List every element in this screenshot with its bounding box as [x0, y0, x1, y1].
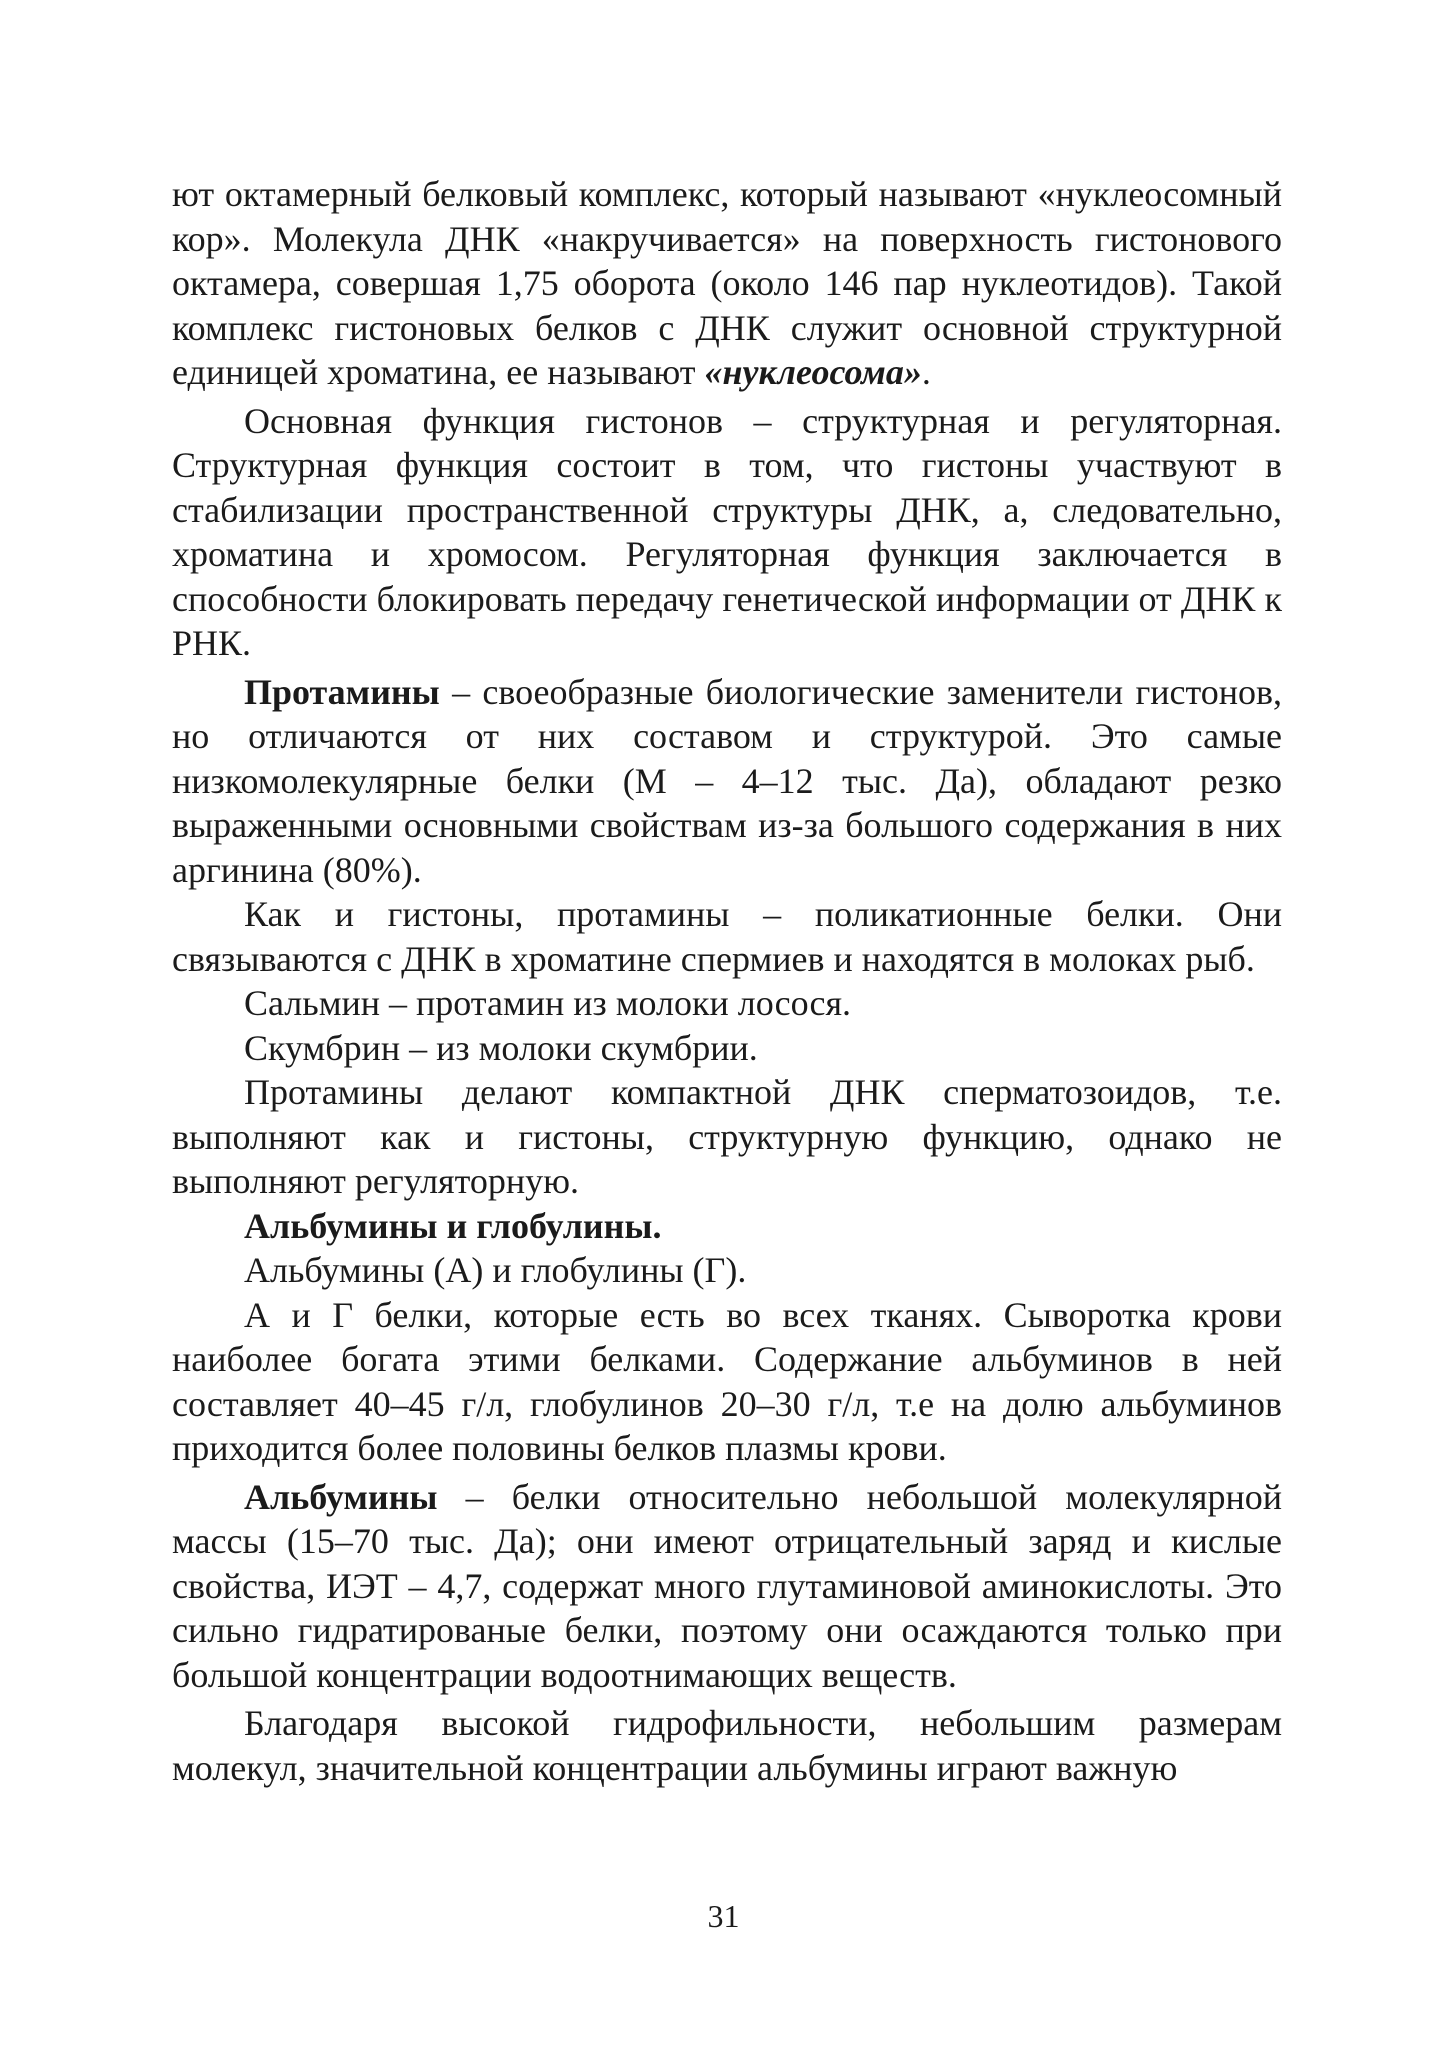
text-run: – белки относительно небольшой молекулярной массы (15–70 тыс. Да); они имеют отрицательный заряд и кислые свойства, ИЭТ – 4,7, содержат много глутаминовой аминокислоты. Это сильно гидратированые белки, поэтому они осаждаются только при большой концентрации водоотнимающих веществ. — [172, 1476, 1282, 1695]
term-protamines: Протамины — [244, 671, 440, 712]
section-heading — [172, 1204, 1282, 1249]
text-run: Скумбрин – из молоки скумбрии. — [244, 1027, 758, 1068]
text-run: А и Г белки, которые есть во всех тканях. Сыворотка крови наиболее богата этими белками. Содержание альбуминов в ней составляет 40–45 г/л, глобулинов 20–30 г/л, т.е на долю альбуминов приходится более половины белков плазмы крови. — [172, 1294, 1282, 1468]
text-run: Сальмин – протамин из молоки лосося. — [244, 983, 852, 1023]
text-run: . — [921, 352, 931, 392]
paragraph-hydrophilicity — [172, 1701, 1282, 1790]
text-run: ют октамерный белковый комплекс, который называют «нуклеосомный кор». Молекула ДНК «накручивается» на поверхность гистонового октамера, совершая 1,75 оборота (около 146 пар нуклеотидов). Такой комплекс гистоновых белков с ДНК служит основной структурной единицей хроматина, ее называют — [172, 174, 1282, 392]
paragraph-polycationic — [172, 892, 1282, 981]
text-run: Благодаря высокой гидрофильности, небольшим размерам молекул, значительной концентрации альбумины играют важную — [172, 1703, 1282, 1788]
term-albumins: Альбумины — [244, 1476, 438, 1517]
heading-albumins-globulins: Альбумины и глобулины. — [244, 1205, 662, 1246]
paragraph-albumins — [172, 1475, 1282, 1698]
paragraph-abbreviations — [172, 1248, 1282, 1293]
paragraph-histone-function — [172, 399, 1282, 666]
paragraph-protamines — [172, 670, 1282, 893]
text-run: Протамины делают компактной ДНК сперматозоидов, т.е. выполняют как и гистоны, структурную функцию, однако не выполняют регуляторную. — [172, 1072, 1282, 1201]
paragraph-protamine-role — [172, 1070, 1282, 1204]
page-number: 31 — [707, 1898, 740, 1934]
paragraph-scombrin — [172, 1026, 1282, 1071]
term-nucleosome: «нуклеосома» — [704, 352, 922, 392]
paragraph-nucleosome — [172, 172, 1282, 395]
text-run: Альбумины (А) и глобулины (Г). — [244, 1250, 747, 1290]
paragraph-serum — [172, 1293, 1282, 1471]
text-run: Основная функция гистонов – структурная и регуляторная. Структурная функция состоит в том, что гистоны участвуют в стабилизации пространственной структуры ДНК, а, следовательно, хроматина и хромосом. Регуляторная функция заключается в способности блокировать передачу генетической информации от ДНК к РНК. — [172, 400, 1282, 663]
text-run: – своеобразные биологические заменители гистонов, но отличаются от них составом и структурой. Это самые низкомолекулярные белки (М – 4–12 тыс. Да), обладают резко выраженными основными свойствам из-за большого содержания в них аргинина (80%). — [172, 671, 1282, 890]
body-text — [172, 172, 1282, 1790]
text-run: Как и гистоны, протамины – поликатионные белки. Они связываются с ДНК в хроматине спермиев и находятся в молоках рыб. — [172, 894, 1282, 979]
paragraph-salmin — [172, 981, 1282, 1026]
